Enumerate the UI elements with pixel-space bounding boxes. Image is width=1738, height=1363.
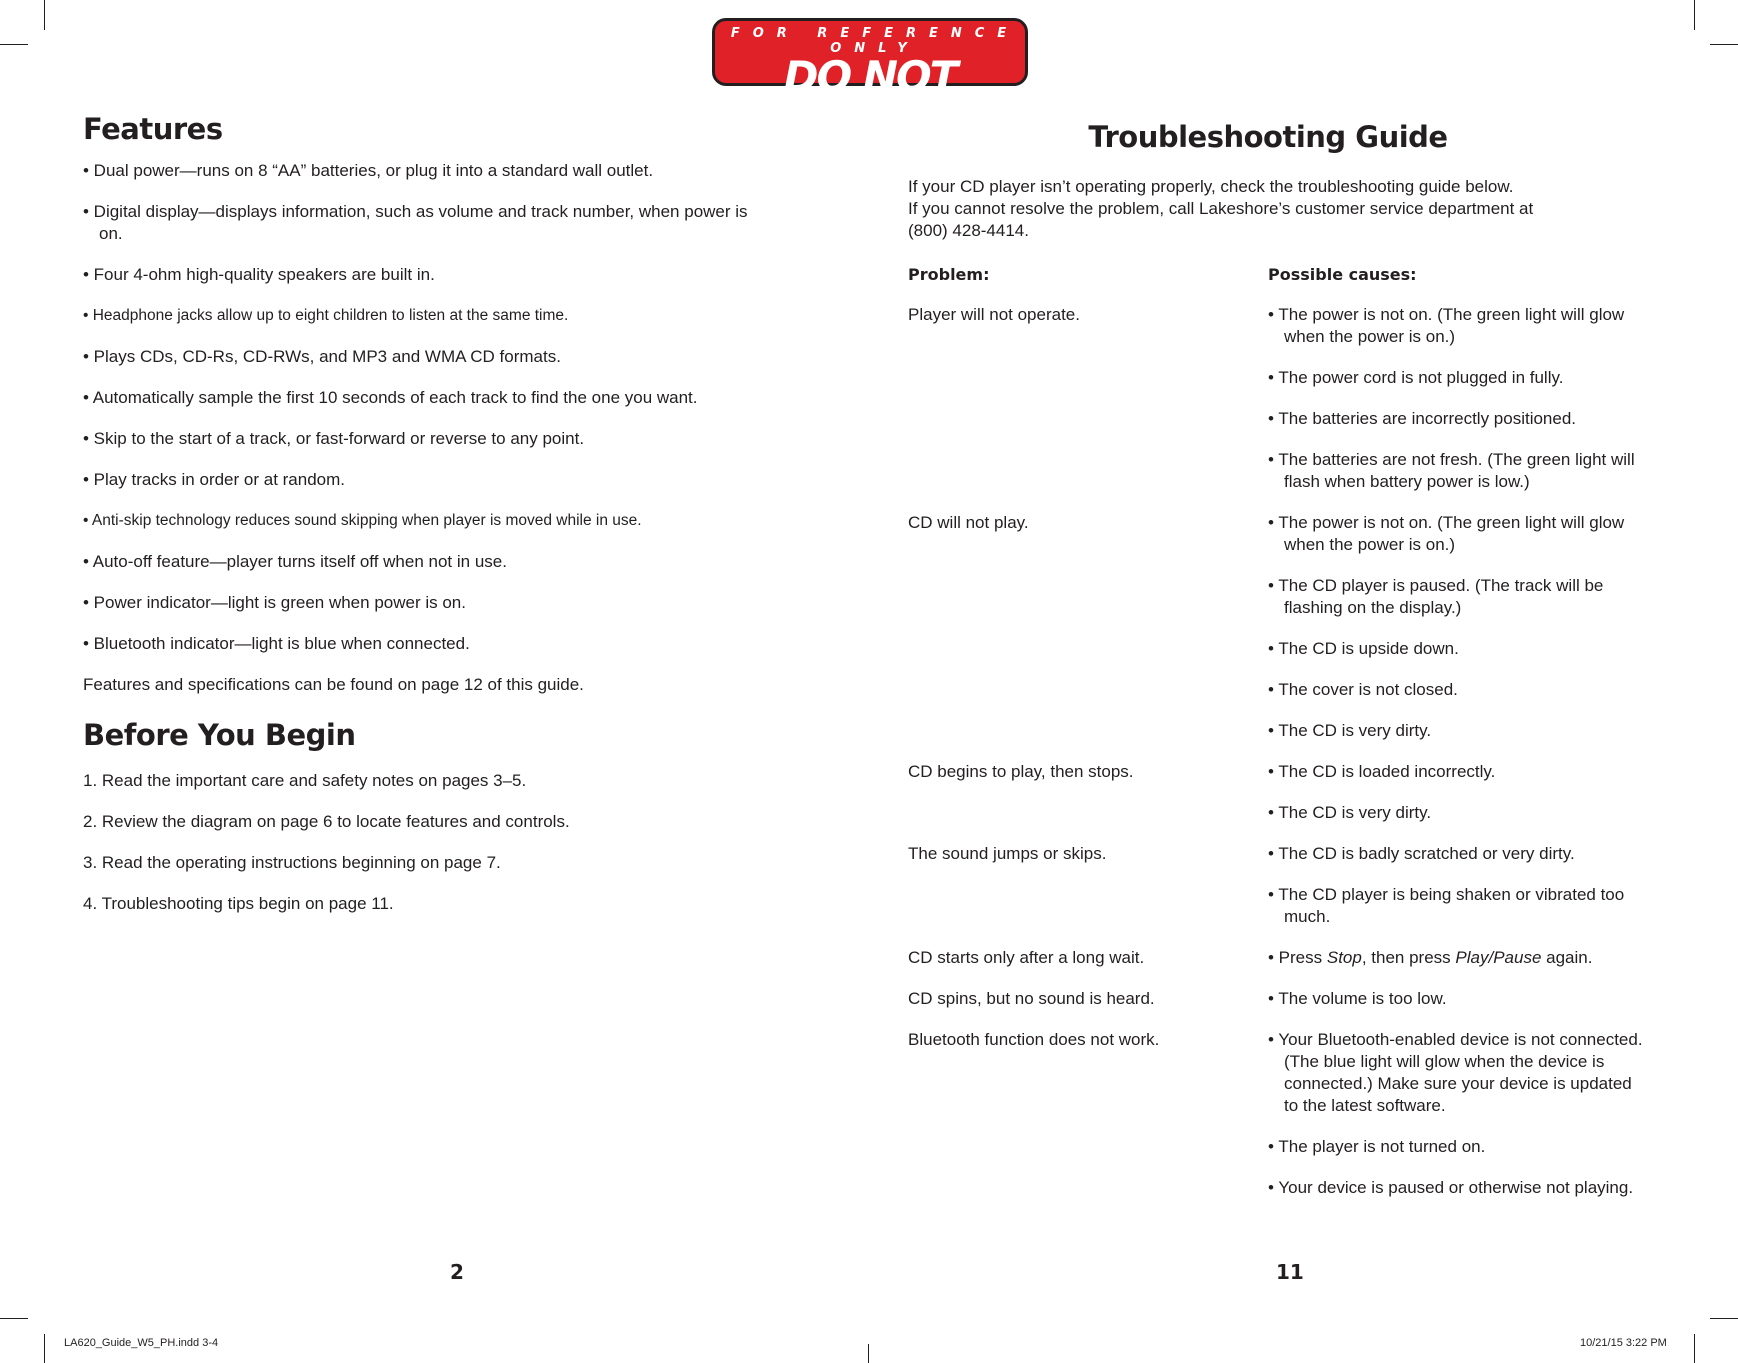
cause-text: , then press (1361, 948, 1456, 967)
list-item: 2. Review the diagram on page 6 to locate features and controls. (83, 812, 570, 831)
table-row (908, 947, 1648, 988)
list-item: 1. Read the important care and safety notes on pages 3–5. (83, 771, 527, 790)
table-header-row (908, 264, 1648, 304)
cause-item: • The power cord is not plugged in fully. (1268, 368, 1564, 387)
before-you-begin-heading: Before You Begin (83, 718, 356, 752)
list-item: • Auto-off feature—player turns itself off when not in use. (83, 552, 507, 571)
page-number-left: 2 (450, 1260, 464, 1284)
cause-item: • The CD is very dirty. (1268, 803, 1432, 822)
causes-cell (1268, 1029, 1648, 1218)
problem-cell: The sound jumps or skips. (908, 844, 1107, 863)
cause-item: • The CD is badly scratched or very dirty. (1268, 844, 1575, 863)
stamp-subtitle: FOR REFERENCE ONLY (730, 26, 1020, 56)
cause-text: again. (1541, 948, 1593, 967)
table-row (908, 761, 1648, 843)
causes-cell (1268, 512, 1648, 761)
crop-mark (1694, 0, 1695, 30)
table-row (908, 512, 1648, 761)
list-item: 3. Read the operating instructions beginning on page 7. (83, 853, 501, 872)
crop-mark (1710, 44, 1738, 45)
cause-item: • Your Bluetooth-enabled device is not connected. (The blue light will glow when the device is connected.) Make sure your device is updated to the latest software. (1268, 1030, 1643, 1115)
do-not-print-stamp (712, 18, 1028, 141)
left-page (83, 112, 763, 934)
problem-cell: CD begins to play, then stops. (908, 762, 1134, 781)
list-item: • Anti-skip technology reduces sound skipping when player is moved while in use. (83, 512, 642, 529)
problem-cell: CD will not play. (908, 513, 1029, 532)
features-note: Features and specifications can be found on page 12 of this guide. (83, 675, 584, 694)
troubleshooting-heading: Troubleshooting Guide (1088, 120, 1448, 154)
list-item: 4. Troubleshooting tips begin on page 11. (83, 894, 394, 913)
cause-item: • The CD is loaded incorrectly. (1268, 762, 1496, 781)
cause-item: • The CD is very dirty. (1268, 721, 1432, 740)
crop-mark (1694, 1334, 1695, 1363)
crop-mark (44, 0, 45, 30)
list-item: • Play tracks in order or at random. (83, 470, 345, 489)
list-item: • Skip to the start of a track, or fast-forward or reverse to any point. (83, 429, 585, 448)
problem-cell: CD starts only after a long wait. (908, 948, 1145, 967)
list-item: • Digital display—displays information, such as volume and track number, when power is on. (83, 202, 748, 243)
causes-cell (1268, 761, 1648, 843)
button-name-text: Play/Pause (1455, 948, 1542, 967)
date-slug: 10/21/15 3:22 PM (1580, 1337, 1667, 1349)
list-item: • Power indicator—light is green when power is on. (83, 593, 466, 612)
crop-mark (868, 1344, 869, 1363)
intro-line: (800) 428-4414. (908, 221, 1029, 240)
features-heading: Features (83, 112, 223, 146)
cause-item: • Your device is paused or otherwise not playing. (1268, 1178, 1634, 1197)
causes-cell (1268, 843, 1648, 947)
cause-item: • The batteries are not fresh. (The green light will flash when battery power is low.) (1268, 450, 1635, 491)
cause-item (1268, 947, 1648, 969)
causes-cell (1268, 947, 1648, 988)
intro-line: If you cannot resolve the problem, call Lakeshore’s customer service department at (908, 199, 1534, 218)
list-item: • Bluetooth indicator—light is blue when connected. (83, 634, 470, 653)
list-item: • Plays CDs, CD-Rs, CD-RWs, and MP3 and WMA CD formats. (83, 347, 561, 366)
cause-item: • The batteries are incorrectly positioned. (1268, 409, 1577, 428)
list-item: • Dual power—runs on 8 “AA” batteries, or plug it into a standard wall outlet. (83, 161, 654, 180)
causes-column-header: Possible causes: (1268, 265, 1417, 284)
table-row (908, 304, 1648, 512)
list-item: • Automatically sample the first 10 seconds of each track to find the one you want. (83, 388, 698, 407)
crop-mark (0, 1318, 28, 1319)
problem-column-header: Problem: (908, 265, 990, 284)
cause-item: • The cover is not closed. (1268, 680, 1458, 699)
crop-mark (0, 44, 28, 45)
crop-mark (44, 1334, 45, 1363)
cause-item: • The player is not turned on. (1268, 1137, 1486, 1156)
steps-list (83, 770, 763, 915)
troubleshooting-table (908, 264, 1648, 1218)
intro-line: If your CD player isn’t operating properly, check the troubleshooting guide below. (908, 177, 1514, 196)
right-page (908, 120, 1668, 1218)
button-name-text: Stop (1326, 948, 1362, 967)
cause-item: • The CD player is paused. (The track will be flashing on the display.) (1268, 576, 1604, 617)
cause-item: • The CD player is being shaken or vibrated too much. (1268, 885, 1625, 926)
table-row (908, 1029, 1648, 1218)
troubleshooting-intro (908, 176, 1668, 242)
list-item: • Four 4-ohm high-quality speakers are built in. (83, 265, 435, 284)
problem-cell: Bluetooth function does not work. (908, 1030, 1160, 1049)
table-row (908, 843, 1648, 947)
causes-cell (1268, 988, 1648, 1029)
problem-cell: CD spins, but no sound is heard. (908, 989, 1155, 1008)
cause-item: • The power is not on. (The green light will glow when the power is on.) (1268, 305, 1625, 346)
list-item: • Headphone jacks allow up to eight children to listen at the same time. (83, 307, 569, 324)
crop-mark (1710, 1318, 1738, 1319)
file-slug: LA620_Guide_W5_PH.indd 3-4 (64, 1337, 219, 1349)
stamp-title: DO NOT PRINT (783, 52, 957, 141)
causes-cell (1268, 304, 1648, 512)
cause-item: • The volume is too low. (1268, 989, 1447, 1008)
features-list (83, 160, 763, 655)
problem-cell: Player will not operate. (908, 305, 1080, 324)
cause-item: • The power is not on. (The green light will glow when the power is on.) (1268, 513, 1625, 554)
table-row (908, 988, 1648, 1029)
cause-item: • The CD is upside down. (1268, 639, 1459, 658)
page-number-right: 11 (1276, 1260, 1304, 1284)
cause-text: • Press (1268, 948, 1327, 967)
